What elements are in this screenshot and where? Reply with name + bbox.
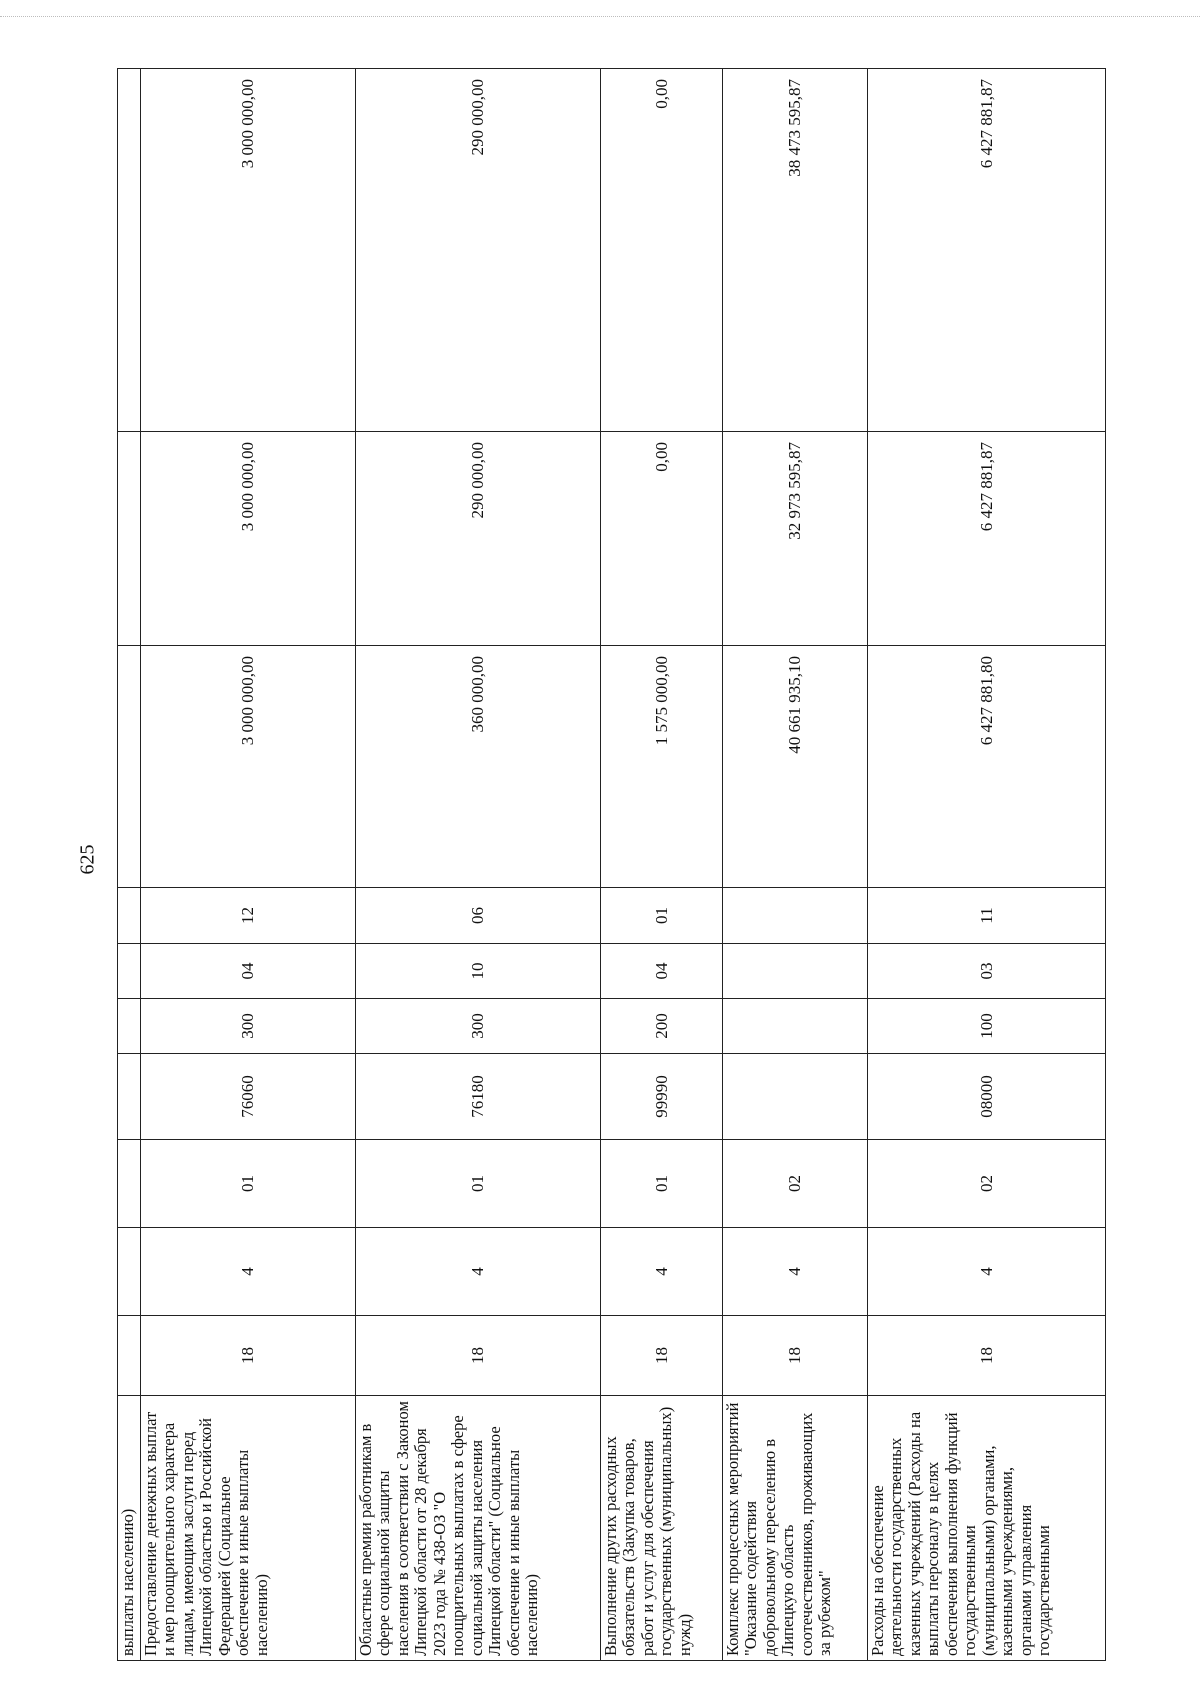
code-cell: 18 (723, 1316, 868, 1396)
page-top-edge (0, 16, 1200, 17)
code-cell: 01 (601, 1140, 723, 1228)
code-cell: 02 (723, 1140, 868, 1228)
code-cell: 12 (141, 888, 356, 944)
code-cell: 4 (723, 1228, 868, 1316)
code-cell: 01 (356, 1140, 601, 1228)
amount-cell: 6 427 881,87 (868, 432, 1106, 646)
empty-cell (118, 888, 141, 944)
code-cell (723, 999, 868, 1054)
amount-cell: 290 000,00 (356, 69, 601, 432)
code-cell (723, 1054, 868, 1140)
amount-cell: 3 000 000,00 (141, 646, 356, 888)
budget-table (117, 68, 1106, 1661)
page-number: 625 (76, 844, 99, 875)
code-cell: 76060 (141, 1054, 356, 1140)
code-cell: 200 (601, 999, 723, 1054)
empty-cell (118, 432, 141, 646)
code-cell: 04 (601, 944, 723, 999)
code-cell: 18 (356, 1316, 601, 1396)
row-name: Выполнение других расходных обязательств (Закупка товаров, работ и услуг для обеспечения государственных (муниципальных) нужд) (601, 1396, 723, 1661)
amount-cell: 3 000 000,00 (141, 432, 356, 646)
row-name: Предоставление денежных выплат и мер поощрительного характера лицам, имеющим заслуги перед Липецкой областью и Российской Федерацией (Социальное обеспечение и иные выплаты населению) (141, 1396, 356, 1661)
amount-cell: 290 000,00 (356, 432, 601, 646)
continuation-row (118, 69, 141, 1661)
code-cell: 06 (356, 888, 601, 944)
code-cell: 4 (868, 1228, 1106, 1316)
amount-cell: 0,00 (601, 69, 723, 432)
row-name: Расходы на обеспечение деятельности государственных казенных учреждений (Расходы на выплаты персоналу в целях обеспечения выполнения функций государственными (муниципальными) органами, казенными учреждениями, органами управления государственными (868, 1396, 1106, 1661)
code-cell: 300 (141, 999, 356, 1054)
empty-cell (118, 1054, 141, 1140)
continuation-cell: выплаты населению) (118, 1396, 141, 1661)
row-name: Областные премии работникам в сфере социальной защиты населения в соответствии с Законом Липецкой области от 28 декабря 2023 года № 438-ОЗ "О поощрительных выплатах в сфере социальной защиты населения Липецкой области" (Социальное обеспечение и иные выплаты населению) (356, 1396, 601, 1661)
table-row (868, 69, 1106, 1661)
code-cell: 99990 (601, 1054, 723, 1140)
empty-cell (118, 646, 141, 888)
table-row (601, 69, 723, 1661)
table-row (723, 69, 868, 1661)
amount-cell: 0,00 (601, 432, 723, 646)
code-cell: 08000 (868, 1054, 1106, 1140)
code-cell: 10 (356, 944, 601, 999)
amount-cell: 3 000 000,00 (141, 69, 356, 432)
table-row (356, 69, 601, 1661)
code-cell: 03 (868, 944, 1106, 999)
empty-cell (118, 999, 141, 1054)
code-cell: 01 (601, 888, 723, 944)
table-row (141, 69, 356, 1661)
amount-cell: 6 427 881,87 (868, 69, 1106, 432)
amount-cell: 38 473 595,87 (723, 69, 868, 432)
code-cell: 18 (141, 1316, 356, 1396)
amount-cell: 6 427 881,80 (868, 646, 1106, 888)
budget-table-rotated (117, 69, 1102, 1661)
amount-cell: 1 575 000,00 (601, 646, 723, 888)
code-cell: 76180 (356, 1054, 601, 1140)
row-name: Комплекс процессных мероприятий "Оказание содействия добровольному переселению в Липецкую область соотечественников, проживающих за рубежом" (723, 1396, 868, 1661)
amount-cell: 360 000,00 (356, 646, 601, 888)
code-cell: 300 (356, 999, 601, 1054)
amount-cell: 32 973 595,87 (723, 432, 868, 646)
code-cell: 100 (868, 999, 1106, 1054)
empty-cell (118, 1316, 141, 1396)
code-cell: 01 (141, 1140, 356, 1228)
code-cell: 18 (601, 1316, 723, 1396)
code-cell (723, 888, 868, 944)
empty-cell (118, 1140, 141, 1228)
code-cell: 02 (868, 1140, 1106, 1228)
empty-cell (118, 1228, 141, 1316)
code-cell: 4 (141, 1228, 356, 1316)
code-cell: 04 (141, 944, 356, 999)
empty-cell (118, 944, 141, 999)
amount-cell: 40 661 935,10 (723, 646, 868, 888)
code-cell (723, 944, 868, 999)
code-cell: 4 (601, 1228, 723, 1316)
code-cell: 11 (868, 888, 1106, 944)
code-cell: 18 (868, 1316, 1106, 1396)
empty-cell (118, 69, 141, 432)
code-cell: 4 (356, 1228, 601, 1316)
